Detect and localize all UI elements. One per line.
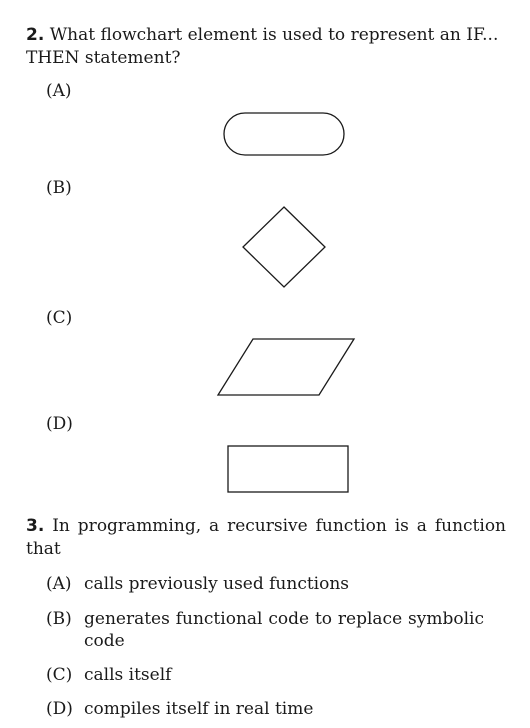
terminator-oval-shape[interactable] xyxy=(222,111,346,157)
q3-option-a-text: calls previously used functions xyxy=(84,574,350,594)
q2-option-d-label[interactable]: (D) xyxy=(46,414,73,434)
question-3-text: In programming, a recursive function is a function that xyxy=(26,516,506,559)
question-2-number: 2. xyxy=(26,25,45,45)
question-2-text: What flowchart element is used to represent an IF... THEN statement? xyxy=(26,25,499,68)
question-3-number: 3. xyxy=(26,516,45,536)
q3-option-b-label: (B) xyxy=(46,609,72,629)
decision-diamond-shape[interactable] xyxy=(240,205,328,289)
q3-option-a-label: (A) xyxy=(46,574,72,594)
process-rectangle-shape[interactable] xyxy=(226,444,350,494)
q3-option-d-text: compiles itself in real time xyxy=(84,699,314,719)
q3-option-d-label: (D) xyxy=(46,699,73,719)
question-2 xyxy=(26,24,506,70)
q3-option-c-text: calls itself xyxy=(84,665,172,685)
q3-option-b-text: generates functional code to replace symbolic code xyxy=(84,609,484,651)
q3-option-c-label: (C) xyxy=(46,665,73,685)
q2-option-b-label[interactable]: (B) xyxy=(46,178,72,198)
q2-option-c-label[interactable]: (C) xyxy=(46,308,73,328)
question-3 xyxy=(26,515,506,561)
q2-option-a-label[interactable]: (A) xyxy=(46,81,72,101)
input-output-parallelogram-shape[interactable] xyxy=(215,336,357,398)
